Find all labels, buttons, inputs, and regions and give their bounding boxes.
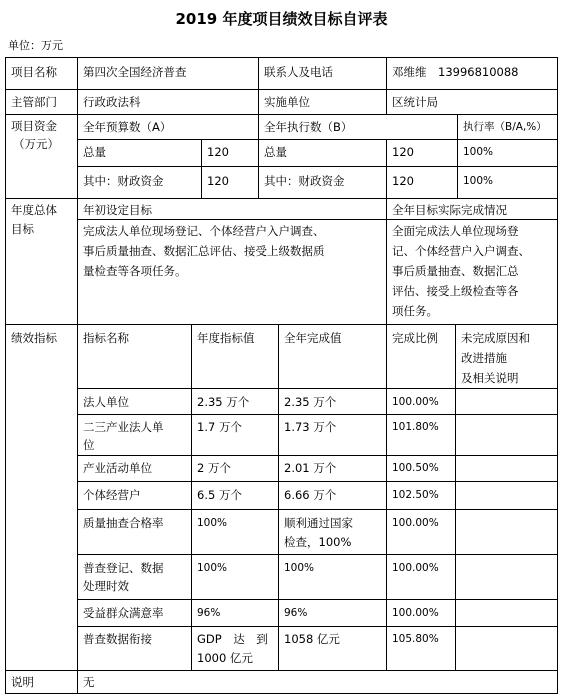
initial-goal-line: 量检查等各项任务。 xyxy=(83,264,187,278)
total-exec-value: 120 xyxy=(392,145,414,159)
completion-ratio: 100.00% xyxy=(392,517,439,529)
actual-value: 检查，100% xyxy=(284,535,352,549)
indicator-name: 个体经营户 xyxy=(83,488,141,502)
funds-label: 项目资金 xyxy=(11,119,57,133)
indicator-name: 质量抽查合格率 xyxy=(83,516,164,530)
actual-value: 1058 亿元 xyxy=(284,632,340,646)
completion-ratio: 100.00% xyxy=(392,562,439,574)
annual-target: 1.7 万个 xyxy=(197,420,242,434)
project-name-value: 第四次全国经济普查 xyxy=(83,65,187,79)
indicator-name: 受益群众满意率 xyxy=(83,606,164,620)
indicator-name: 位 xyxy=(83,438,95,452)
reason-header-line: 改进措施 xyxy=(461,351,507,365)
completion-ratio: 101.80% xyxy=(392,421,439,433)
actual-value: 2.35 万个 xyxy=(284,395,337,409)
fiscal-exec-value: 120 xyxy=(392,174,414,188)
indicator-name: 普查登记、数据 xyxy=(83,561,164,575)
actual-value: 100% xyxy=(284,562,315,574)
funds-unit-label: （万元） xyxy=(13,137,59,151)
impl-unit-value: 区统计局 xyxy=(392,95,438,109)
indicator-name: 二三产业法人单 xyxy=(83,420,164,434)
actual-value: 6.66 万个 xyxy=(284,488,337,502)
actual-value: 1.73 万个 xyxy=(284,420,337,434)
completion-ratio: 100.00% xyxy=(392,607,439,619)
actual-goal-line: 事后质量抽查、数据汇总 xyxy=(392,264,519,278)
actual-goal-line: 评估、接受上级检查等各 xyxy=(392,284,519,298)
total-exec-label: 总量 xyxy=(264,145,287,159)
annual-target: 2.35 万个 xyxy=(197,395,250,409)
note-value: 无 xyxy=(83,675,95,689)
indicator-name: 普查数据衔接 xyxy=(83,632,152,646)
note-label: 说明 xyxy=(11,675,34,689)
actual-goal-line: 记、个体经营户入户调查、 xyxy=(392,244,530,258)
actual-goal-label: 全年目标实际完成情况 xyxy=(392,203,507,217)
completion-ratio-header: 完成比例 xyxy=(392,331,438,345)
completion-ratio: 100.00% xyxy=(392,396,439,408)
contact-value: 邓维维 13996810088 xyxy=(392,65,519,79)
indicator-name: 处理时效 xyxy=(83,579,129,593)
initial-goal-line: 完成法人单位现场登记、个体经营户入户调查、 xyxy=(83,224,325,238)
total-label: 总量 xyxy=(83,145,106,159)
page-title: 2019 年度项目绩效目标自评表 xyxy=(175,10,388,28)
annual-target: 96% xyxy=(197,607,221,619)
annual-exec-label: 全年执行数（B） xyxy=(264,120,353,134)
actual-value-header: 全年完成值 xyxy=(284,331,342,345)
actual-goal-line: 项任务。 xyxy=(392,304,438,318)
annual-target: 100% xyxy=(197,562,228,574)
annual-target: 2 万个 xyxy=(197,461,231,475)
annual-target: GDP 达 到 xyxy=(197,632,268,646)
goals-label: 年度总体 xyxy=(11,203,57,217)
completion-ratio: 100.50% xyxy=(392,462,439,474)
completion-ratio: 102.50% xyxy=(392,489,439,501)
annual-target: 100% xyxy=(197,517,228,529)
fiscal-exec-label: 其中：财政资金 xyxy=(264,174,345,188)
actual-goal-line: 全面完成法人单位现场登 xyxy=(392,224,519,238)
goals-label-2: 目标 xyxy=(11,222,34,236)
unit-label: 单位：万元 xyxy=(8,39,63,52)
reason-header-line: 及相关说明 xyxy=(461,371,519,385)
initial-goal-line: 事后质量抽查、数据汇总评估、接受上级数据质 xyxy=(83,244,325,258)
reason-header-line: 未完成原因和 xyxy=(461,331,530,345)
project-name-label: 项目名称 xyxy=(11,65,57,79)
annual-target-header: 年度指标值 xyxy=(197,331,255,345)
total-budget-value: 120 xyxy=(207,145,229,159)
actual-value: 96% xyxy=(284,607,308,619)
indicator-name: 法人单位 xyxy=(83,395,129,409)
annual-target: 6.5 万个 xyxy=(197,488,242,502)
fiscal-rate-value: 100% xyxy=(463,175,494,187)
fiscal-label: 其中：财政资金 xyxy=(83,174,164,188)
fiscal-budget-value: 120 xyxy=(207,174,229,188)
total-rate-value: 100% xyxy=(463,146,494,158)
initial-goal-label: 年初设定目标 xyxy=(83,203,152,217)
dept-label: 主管部门 xyxy=(11,95,57,109)
indicator-name-header: 指标名称 xyxy=(83,331,129,345)
contact-label: 联系人及电话 xyxy=(264,65,333,79)
actual-value: 顺利通过国家 xyxy=(284,516,353,530)
annual-budget-label: 全年预算数（A） xyxy=(83,120,172,134)
annual-target: 1000 亿元 xyxy=(197,651,253,665)
impl-unit-label: 实施单位 xyxy=(264,95,310,109)
exec-rate-label: 执行率（B/A,%） xyxy=(463,121,547,133)
dept-value: 行政政法科 xyxy=(83,95,141,109)
actual-value: 2.01 万个 xyxy=(284,461,337,475)
indicator-name: 产业活动单位 xyxy=(83,461,152,475)
performance-label: 绩效指标 xyxy=(11,331,57,345)
completion-ratio: 105.80% xyxy=(392,633,439,645)
